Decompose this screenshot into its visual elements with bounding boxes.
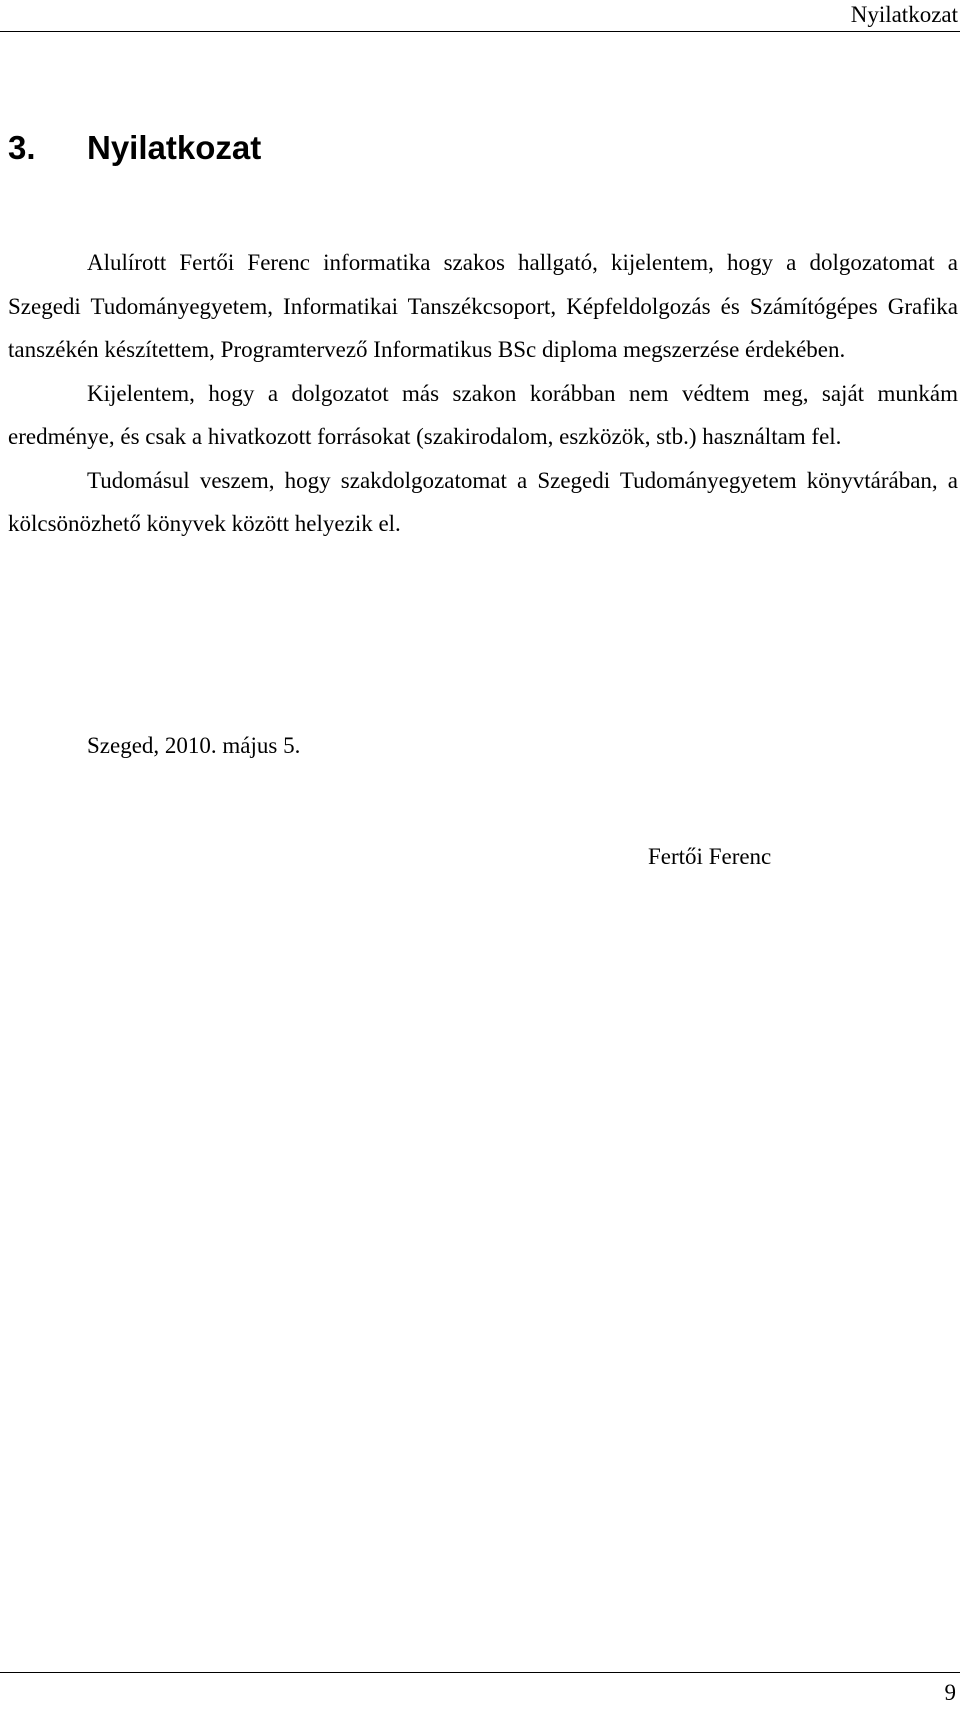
running-header-title: Nyilatkozat: [850, 2, 958, 27]
page-number: 9: [944, 1680, 956, 1705]
section-heading: [8, 128, 261, 168]
running-header: [0, 0, 960, 32]
section-title: Nyilatkozat: [87, 129, 262, 166]
place-and-date: Szeged, 2010. május 5.: [87, 733, 301, 758]
declaration-paragraph-1: Alulírott Fertői Ferenc informatika szakos hallgató, kijelentem, hogy a dolgozatomat a Szegedi Tudományegyetem, Informatikai Tanszékcsoport, Képfeldolgozás és Számítógépes Grafika tanszékén készítettem, Programtervező Informatikus BSc diploma megszerzése érdekében.: [8, 250, 958, 362]
footer-divider: [0, 1672, 960, 1673]
signature-name: Fertői Ferenc: [648, 844, 772, 869]
declaration-body: [8, 241, 958, 546]
declaration-paragraph-2: Kijelentem, hogy a dolgozatot más szakon korábban nem védtem meg, saját munkám eredménye, és csak a hivatkozott forrásokat (szakirodalom, eszközök, stb.) használtam fel.: [8, 380, 958, 449]
section-number: 3.: [8, 129, 36, 166]
declaration-paragraph-3: Tudomásul veszem, hogy szakdolgozatomat a Szegedi Tudományegyetem könyvtárában, a kölcsönözhető könyvek között helyezik el.: [8, 467, 958, 536]
